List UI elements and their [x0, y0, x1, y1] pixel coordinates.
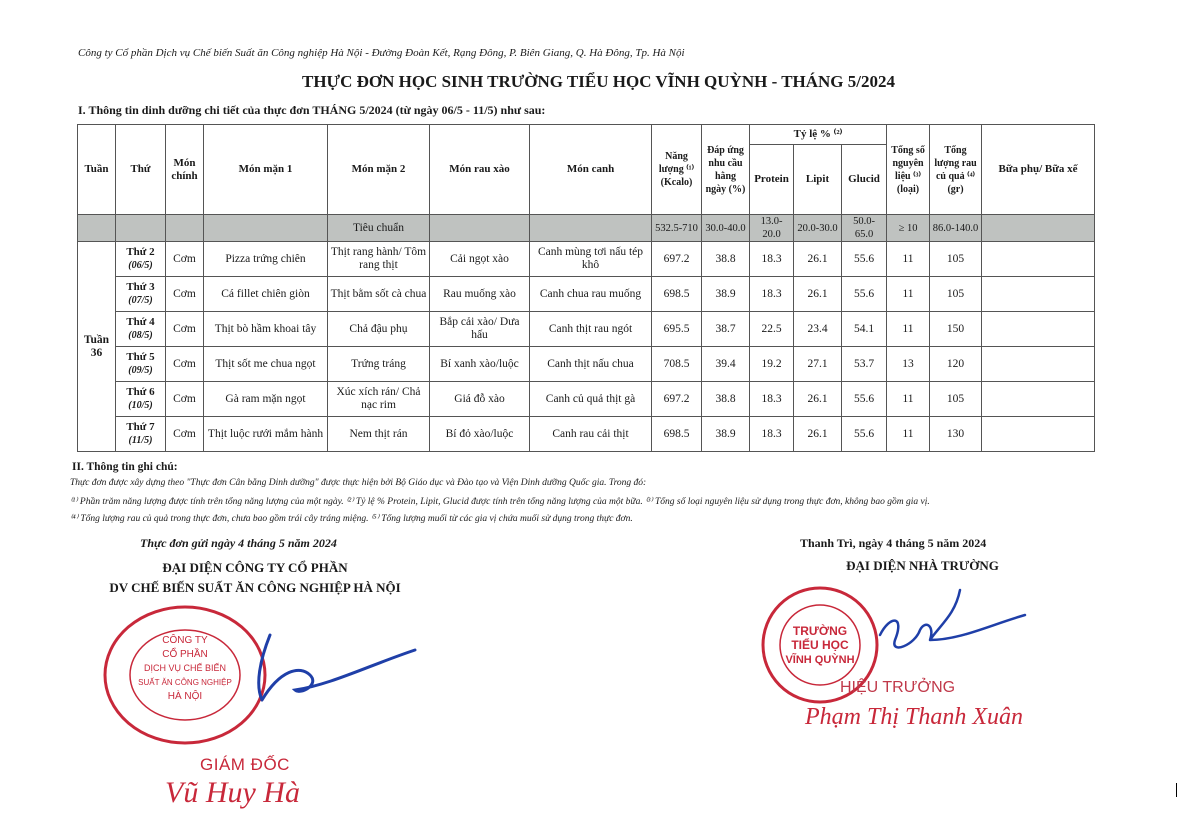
day-cell — [116, 242, 166, 277]
header-glucid: Glucid — [842, 145, 887, 215]
protein-cell: 18.3 — [750, 417, 794, 452]
protein-cell: 18.3 — [750, 382, 794, 417]
table-row — [78, 382, 1095, 417]
header-tong-luong-rau: Tổng lượng rau củ quả ⁽⁴⁾ (gr) — [930, 125, 982, 215]
header-dap-ung: Đáp ứng nhu cầu hằng ngày (%) — [702, 125, 750, 215]
stamp-text-line: CÔNG TY — [162, 635, 208, 646]
stir-fried-veg-cell: Giá đỗ xào — [430, 382, 530, 417]
protein-cell: 18.3 — [750, 242, 794, 277]
daily-need-cell: 38.8 — [702, 242, 750, 277]
company-address: Công ty Cổ phần Dịch vụ Chế biến Suất ăn Công nghiệp Hà Nội - Đường Đoàn Kết, Rạng Đông, P. Biên Giang, Q. Hà Đông, Tp. Hà Nội — [78, 47, 685, 59]
savory-dish-2-cell: Thịt bằm sốt cà chua — [328, 277, 430, 312]
veg-amount-cell: 105 — [930, 242, 982, 277]
savory-dish-1-cell: Thịt luộc rưới mắm hành — [204, 417, 328, 452]
glucid-cell: 55.6 — [842, 382, 887, 417]
soup-cell: Canh chua rau muống — [530, 277, 652, 312]
snack-cell — [982, 242, 1095, 277]
day-date: (08/5) — [128, 330, 153, 341]
main-dish-cell: Cơm — [166, 277, 204, 312]
ingredient-count-cell: 11 — [887, 242, 930, 277]
veg-amount-cell: 130 — [930, 417, 982, 452]
menu-table — [77, 124, 1095, 452]
lipit-cell: 26.1 — [794, 242, 842, 277]
lipit-cell: 26.1 — [794, 382, 842, 417]
lipit-cell: 27.1 — [794, 347, 842, 382]
page-title: THỰC ĐƠN HỌC SINH TRƯỜNG TIỂU HỌC VĨNH QUỲNH - THÁNG 5/2024 — [301, 72, 896, 91]
header-mon-chinh: Món chính — [166, 125, 204, 215]
stir-fried-veg-cell: Cải ngọt xào — [430, 242, 530, 277]
table-row — [78, 347, 1095, 382]
glucid-cell: 55.6 — [842, 277, 887, 312]
lipit-cell: 23.4 — [794, 312, 842, 347]
savory-dish-2-cell: Chả đậu phụ — [328, 312, 430, 347]
daily-need-cell: 38.8 — [702, 382, 750, 417]
header-ty-le: Tỷ lệ % ⁽²⁾ — [750, 125, 887, 145]
daily-need-cell: 38.9 — [702, 417, 750, 452]
snack-cell — [982, 312, 1095, 347]
main-dish-cell: Cơm — [166, 417, 204, 452]
savory-dish-2-cell: Thịt rang hành/ Tôm rang thịt — [328, 242, 430, 277]
header-tuan: Tuần — [78, 125, 116, 215]
stir-fried-veg-cell: Bắp cải xào/ Dưa hấu — [430, 312, 530, 347]
soup-cell: Canh thịt nấu chua — [530, 347, 652, 382]
energy-cell: 698.5 — [652, 277, 702, 312]
standard-energy: 532.5-710 — [652, 215, 702, 242]
day-cell — [116, 312, 166, 347]
director-name: Vũ Huy Hà — [165, 776, 300, 809]
day-name: Thứ 6 — [126, 386, 155, 398]
ingredient-count-cell: 11 — [887, 417, 930, 452]
protein-cell: 18.3 — [750, 277, 794, 312]
energy-cell: 708.5 — [652, 347, 702, 382]
stamp-text-line: SUẤT ĂN CÔNG NGHIỆP — [138, 678, 232, 687]
director-title: GIÁM ĐỐC — [200, 755, 290, 774]
stamp-text-line: TRƯỜNG — [792, 624, 848, 638]
week-cell: Tuần 36 — [78, 242, 116, 452]
standard-glucid: 50.0-65.0 — [842, 215, 887, 242]
savory-dish-1-cell: Thịt sốt me chua ngọt — [204, 347, 328, 382]
main-dish-cell: Cơm — [166, 312, 204, 347]
standard-protein: 13.0-20.0 — [750, 215, 794, 242]
table-row — [78, 417, 1095, 452]
lipit-cell: 26.1 — [794, 417, 842, 452]
stamp-text-line: CỔ PHẦN — [162, 649, 208, 660]
ingredient-count-cell: 11 — [887, 382, 930, 417]
soup-cell: Canh mùng tơi nấu tép khô — [530, 242, 652, 277]
daily-need-cell: 38.9 — [702, 277, 750, 312]
section-2-heading: II. Thông tin ghi chú: — [72, 461, 178, 473]
main-dish-cell: Cơm — [166, 347, 204, 382]
savory-dish-2-cell: Xúc xích rán/ Chả nạc rim — [328, 382, 430, 417]
protein-cell: 22.5 — [750, 312, 794, 347]
table-row — [78, 242, 1095, 277]
standard-veg: 86.0-140.0 — [930, 215, 982, 242]
lipit-cell: 26.1 — [794, 277, 842, 312]
stamp-text-line: VĨNH QUỲNH — [785, 654, 855, 666]
table-row — [78, 312, 1095, 347]
day-date: (10/5) — [128, 400, 153, 411]
veg-amount-cell: 105 — [930, 277, 982, 312]
energy-cell: 697.2 — [652, 242, 702, 277]
scan-mark — [1176, 783, 1177, 797]
company-rep-line-2: DV CHẾ BIẾN SUẤT ĂN CÔNG NGHIỆP HÀ NỘI — [109, 580, 401, 595]
daily-need-cell: 39.4 — [702, 347, 750, 382]
header-protein: Protein — [750, 145, 794, 215]
ingredient-count-cell: 13 — [887, 347, 930, 382]
day-name: Thứ 7 — [126, 421, 155, 433]
day-name: Thứ 5 — [126, 351, 155, 363]
glucid-cell: 53.7 — [842, 347, 887, 382]
director-signature — [200, 630, 420, 710]
soup-cell: Canh củ quả thịt gà — [530, 382, 652, 417]
sent-date: Thực đơn gửi ngày 4 tháng 5 năm 2024 — [140, 536, 337, 550]
energy-cell: 695.5 — [652, 312, 702, 347]
savory-dish-2-cell: Trứng tráng — [328, 347, 430, 382]
snack-cell — [982, 417, 1095, 452]
company-representative — [90, 558, 420, 598]
principal-title: HIỆU TRƯỞNG — [840, 679, 956, 696]
stamp-text-line: TIỂU HỌC — [791, 638, 849, 652]
main-dish-cell: Cơm — [166, 382, 204, 417]
header-bua-phu: Bữa phụ/ Bữa xế — [982, 125, 1095, 215]
note-line-1: Thực đơn được xây dựng theo "Thực đơn Cân bằng Dinh dưỡng" được thực hiện bởi Bộ Giáo dục và Đào tạo và Viện Dinh dưỡng Quốc gia. Trong đó: — [70, 478, 647, 488]
veg-amount-cell: 105 — [930, 382, 982, 417]
note-line-2: ⁽¹⁾ Phần trăm năng lượng được tính trên tổng năng lượng của một ngày. ⁽²⁾ Tỷ lệ % Protein, Lipit, Glucid được tính trên tổng năng lượng của một bữa. ⁽³⁾ Tổng số loại nguyên liệu sử dụng trong thực đơn, không bao gồm gia vị. — [70, 497, 930, 507]
stamp-text-line: DỊCH VỤ CHẾ BIẾN — [143, 663, 227, 673]
header-mon-canh: Món canh — [530, 125, 652, 215]
header-mon-rau-xao: Món rau xào — [430, 125, 530, 215]
savory-dish-1-cell: Cá fillet chiên giòn — [204, 277, 328, 312]
glucid-cell: 54.1 — [842, 312, 887, 347]
glucid-cell: 55.6 — [842, 417, 887, 452]
day-cell — [116, 382, 166, 417]
savory-dish-2-cell: Nem thịt rán — [328, 417, 430, 452]
veg-amount-cell: 120 — [930, 347, 982, 382]
day-cell — [116, 347, 166, 382]
standard-meet: 30.0-40.0 — [702, 215, 750, 242]
header-tong-so-nguyen-lieu: Tổng số nguyên liệu ⁽³⁾ (loại) — [887, 125, 930, 215]
standard-row — [78, 215, 1095, 242]
veg-amount-cell: 150 — [930, 312, 982, 347]
stamp-text-line: HÀ NỘI — [167, 691, 203, 702]
principal-signature — [860, 585, 1030, 685]
header-mon-man-1: Món mặn 1 — [204, 125, 328, 215]
main-dish-cell: Cơm — [166, 242, 204, 277]
principal-name: Phạm Thị Thanh Xuân — [805, 704, 1024, 730]
daily-need-cell: 38.7 — [702, 312, 750, 347]
snack-cell — [982, 382, 1095, 417]
header-mon-man-2: Món mặn 2 — [328, 125, 430, 215]
snack-cell — [982, 277, 1095, 312]
table-row — [78, 277, 1095, 312]
standard-lipit: 20.0-30.0 — [794, 215, 842, 242]
energy-cell: 698.5 — [652, 417, 702, 452]
day-date: (07/5) — [128, 295, 153, 306]
stir-fried-veg-cell: Bí xanh xào/luộc — [430, 347, 530, 382]
ingredient-count-cell: 11 — [887, 312, 930, 347]
savory-dish-1-cell: Gà ram mặn ngọt — [204, 382, 328, 417]
day-name: Thứ 3 — [126, 281, 155, 293]
header-thu: Thứ — [116, 125, 166, 215]
stir-fried-veg-cell: Rau muống xào — [430, 277, 530, 312]
stir-fried-veg-cell: Bí đỏ xào/luộc — [430, 417, 530, 452]
glucid-cell: 55.6 — [842, 242, 887, 277]
header-lipit: Lipit — [794, 145, 842, 215]
section-1-heading: I. Thông tin dinh dưỡng chi tiết của thực đơn THÁNG 5/2024 (từ ngày 06/5 - 11/5) như sau: — [78, 103, 546, 117]
snack-cell — [982, 347, 1095, 382]
day-cell — [116, 277, 166, 312]
day-cell — [116, 417, 166, 452]
place-date: Thanh Trì, ngày 4 tháng 5 năm 2024 — [800, 536, 987, 550]
ingredient-count-cell: 11 — [887, 277, 930, 312]
header-nang-luong: Năng lượng ⁽¹⁾ (Kcalo) — [652, 125, 702, 215]
day-name: Thứ 2 — [126, 246, 155, 258]
standard-label: Tiêu chuẩn — [328, 215, 430, 242]
soup-cell: Canh thịt rau ngót — [530, 312, 652, 347]
protein-cell: 19.2 — [750, 347, 794, 382]
day-date: (09/5) — [128, 365, 153, 376]
day-date: (11/5) — [128, 435, 153, 446]
soup-cell: Canh rau cải thịt — [530, 417, 652, 452]
savory-dish-1-cell: Pizza trứng chiên — [204, 242, 328, 277]
day-name: Thứ 4 — [126, 316, 155, 328]
energy-cell: 697.2 — [652, 382, 702, 417]
standard-ingredients: ≥ 10 — [887, 215, 930, 242]
day-date: (06/5) — [128, 260, 153, 271]
note-line-3: ⁽⁴⁾ Tổng lượng rau củ quả trong thực đơn, chưa bao gồm trái cây tráng miệng. ⁽⁵⁾ Tổng lượng muối từ các gia vị chứa muối sử dụng trong thực đơn. — [70, 514, 633, 524]
company-rep-line-1: ĐẠI DIỆN CÔNG TY CỔ PHẦN — [162, 560, 348, 575]
school-representative: ĐẠI DIỆN NHÀ TRƯỜNG — [846, 558, 999, 573]
savory-dish-1-cell: Thịt bò hầm khoai tây — [204, 312, 328, 347]
